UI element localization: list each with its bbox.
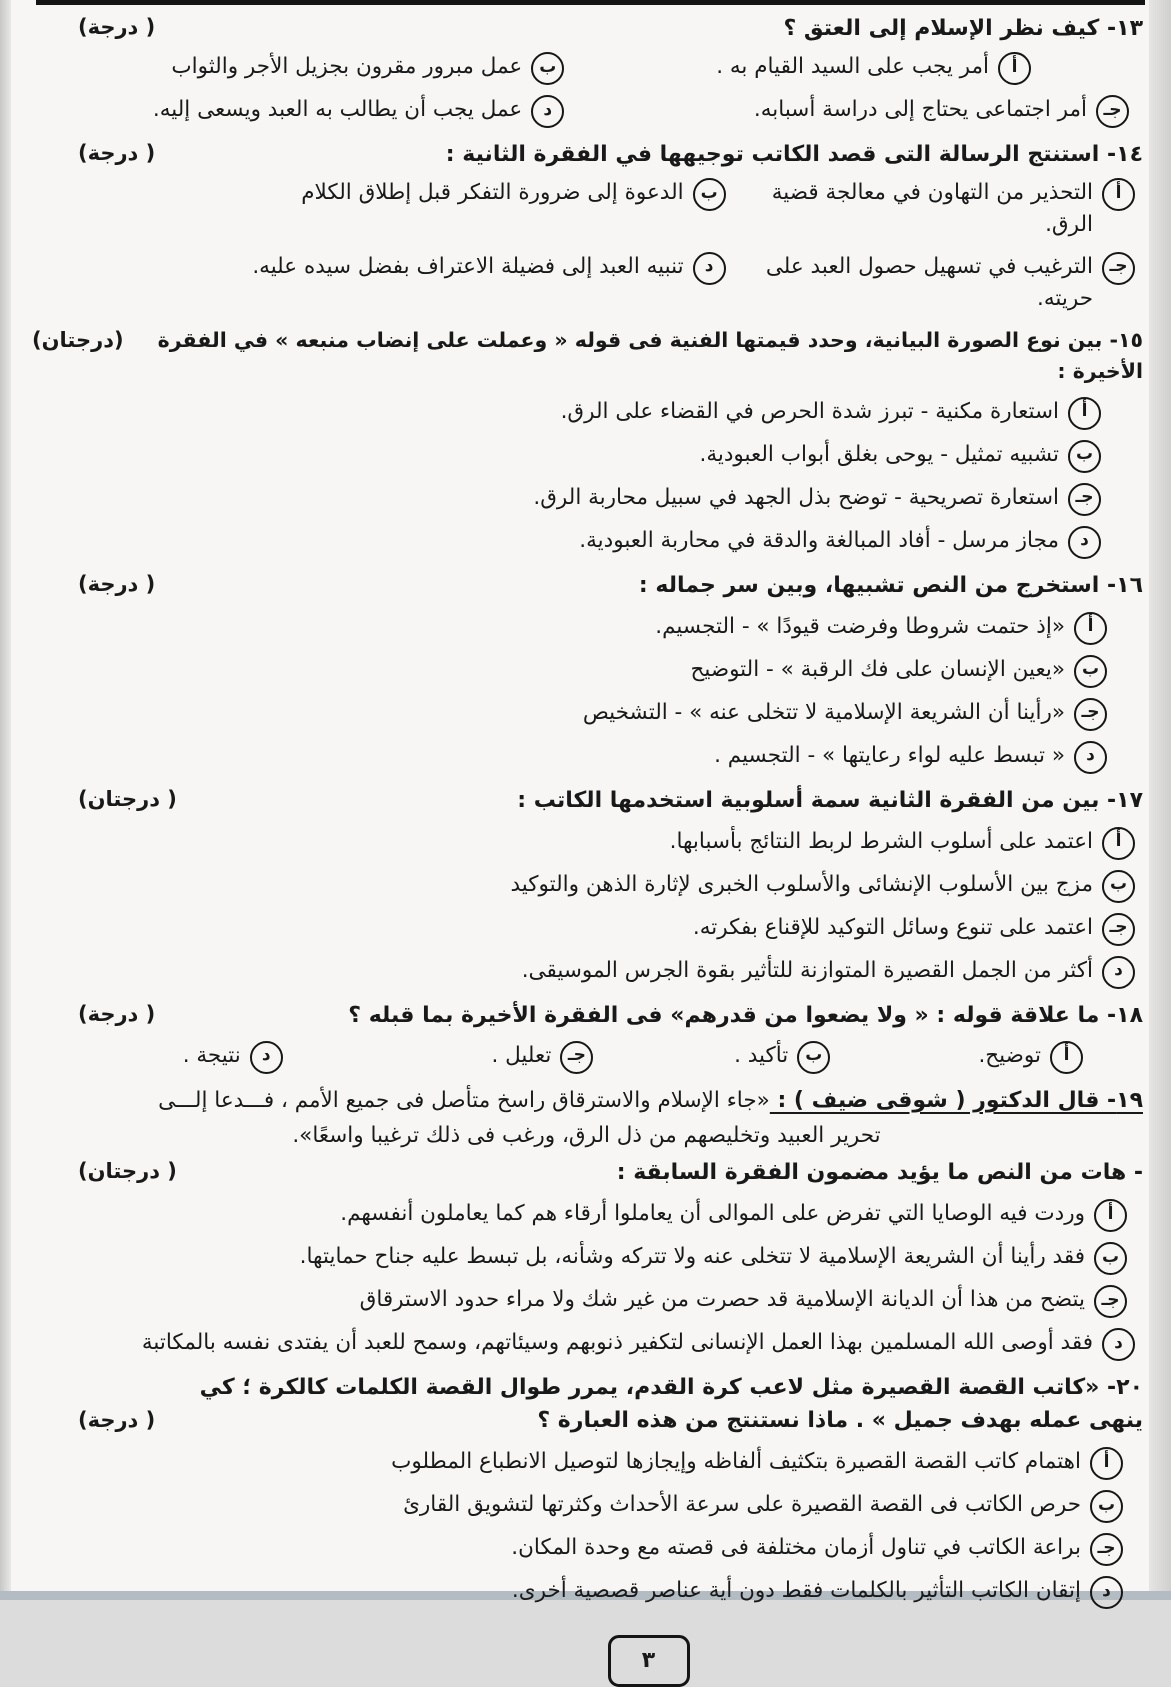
option-row [30,912,1143,946]
option-text: تنبيه العبد إلى فضيلة الاعتراف بفضل سيده عليه. [252,253,684,279]
question-15 [30,325,1143,559]
option-row [564,94,1143,128]
marks-label: ( درجة) [78,1001,156,1026]
page-number: ٣ [641,1648,656,1674]
question-title: - هات من النص ما يؤيد مضمون الفقرة السابقة : [616,1159,1143,1185]
question-heading [30,569,1143,602]
question-20 [30,1371,1143,1609]
question-heading [30,784,1143,817]
option-text: اعتمد على أسلوب الشرط لربط النتائج بأسبابها. [669,828,1093,854]
question-16 [30,569,1143,774]
option-letter-badge: ب [1068,440,1101,473]
option-letter-badge: جـ [1094,1285,1127,1318]
question-title: ١٨- ما علاقة قوله : « ولا يضعوا من قدرهم» فى الفقرة الأخيرة بما قبله ؟ [348,1002,1143,1028]
marks-label: ( درجة) [78,141,156,165]
options-grid [30,177,1143,315]
question-heading [30,999,1143,1032]
page-number-box [608,1635,690,1687]
option-letter-badge: د [1102,1328,1135,1361]
option-text: الدعوة إلى ضرورة التفكر قبل إطلاق الكلام [301,180,684,205]
option-text: « تبسط عليه لواء رعايتها » - التجسيم . [714,742,1065,768]
option-letter-badge: أ [998,52,1031,85]
option-text: أمر اجتماعى يحتاج إلى دراسة أسبابه. [753,97,1087,122]
option-text: مجاز مرسل - أفاد المبالغة والدقة في محاربة العبودية. [579,527,1059,553]
option-letter-badge: أ [1050,1041,1083,1074]
option-text: إتقان الكاتب التأثير بالكلمات فقط دون أية عناصر قصصية أخرى. [511,1577,1081,1603]
options-row-inline [30,1040,1143,1074]
option-row [30,251,726,316]
option-letter-badge: ب [693,178,726,211]
option-letter-badge: ب [797,1041,830,1074]
option-row [30,1241,1143,1275]
question-title: ٢٠- «كاتب القصة القصيرة مثل لاعب كرة القدم، يمرر طوال القصة الكلمات كالكرة ؛ كي ينهى عمله بهدف جميل » . ماذا نستنتج من هذه العبارة ؟ [199,1374,1143,1433]
option-row [30,1040,283,1074]
option-letter-badge: أ [1094,1199,1127,1232]
option-row [30,826,1143,860]
option-letter-badge: جـ [1102,252,1135,285]
option-letter-badge: ب [1102,870,1135,903]
option-row [30,51,564,85]
option-row [726,251,1143,316]
option-text: نتيجة . [182,1042,241,1068]
option-letter-badge: د [1090,1576,1123,1609]
quote-paragraph [30,1084,1143,1118]
option-text: أكثر من الجمل القصيرة المتوازنة للتأثير بقوة الجرس الموسيقى. [521,957,1093,983]
question-13 [30,12,1143,128]
option-letter-badge: جـ [1102,913,1135,946]
question-title: ١٦- استخرج من النص تشبيها، وبين سر جماله : [638,572,1143,598]
option-letter-badge: أ [1068,397,1101,430]
option-text: استعارة تصريحية - توضح بذل الجهد في سبيل محاربة الرق. [533,484,1059,510]
option-text: استعارة مكنية - تبرز شدة الحرص في القضاء على الرق. [560,398,1059,424]
option-text: عمل يجب أن يطالب به العبد ويسعى إليه. [152,97,523,122]
option-text: براعة الكاتب في تناول أزمان مختلفة فى قصته مع وحدة المكان. [511,1534,1081,1560]
option-letter-badge: جـ [1096,95,1129,128]
option-letter-badge: ب [1094,1242,1127,1275]
scan-edge-right [1149,0,1171,1600]
option-row [30,1489,1143,1523]
option-text: يتضح من هذا أن الديانة الإسلامية قد حصرت من غير شك ولا مراء حدود الاسترقاق [359,1286,1085,1312]
marks-label: ( درجة) [78,571,156,596]
option-row [30,396,1143,430]
option-text: اهتمام كاتب القصة القصيرة بتكثيف ألفاظه وإيجازها لتوصيل الانطباع المطلوب [391,1448,1081,1474]
option-text: حرص الكاتب فى القصة القصيرة على سرعة الأحداث وكثرتها لتشويق القارئ [403,1491,1081,1517]
option-letter-badge: ب [1074,655,1107,688]
question-title: ١٧- بين من الفقرة الثانية سمة أسلوبية استخدمها الكاتب : [517,787,1143,813]
option-letter-badge: أ [1102,827,1135,860]
option-text: وردت فيه الوصايا التي تفرض على الموالى أن يعاملوا أرقاء هم كما يعاملون أنفسهم. [340,1200,1085,1226]
option-row [30,611,1143,645]
option-letter-badge: د [693,252,726,285]
option-text: الترغيب في تسهيل حصول العبد على حريته. [765,253,1093,311]
question-heading [30,12,1143,45]
option-row [30,697,1143,731]
option-text: فقد رأينا أن الشريعة الإسلامية لا تتخلى عنه ولا تتركه وشأنه، بل تبسط عليه جناح حمايتها. [299,1243,1085,1269]
quote-text-line1: «جاء الإسلام والاسترقاق راسخ متأصل فى جميع الأمم ، فـــدعا إلـــى [158,1087,770,1113]
option-letter-badge: ب [1090,1490,1123,1523]
option-row [30,1532,1143,1566]
option-letter-badge: د [1102,956,1135,989]
marks-label: ( درجة) [78,15,156,39]
quote-text-line2: تحرير العبيد وتخليصهم من ذل الرق، ورغب فى ذلك ترغيبا واسعًا». [292,1122,881,1148]
option-row [30,654,1143,688]
option-text: تأكيد . [734,1042,789,1068]
option-row [30,1327,1143,1361]
option-letter-badge: د [531,95,564,128]
question-19 [30,1084,1143,1361]
quote-attribution: ١٩- قال الدكتور ( شوقى ضيف ) : [769,1087,1143,1113]
option-row [30,1198,1143,1232]
page-content [30,12,1143,1687]
option-row [30,482,1143,516]
option-row [593,1040,830,1074]
option-row [830,1040,1083,1074]
option-letter-badge: جـ [1068,483,1101,516]
option-text: «رأينا أن الشريعة الإسلامية لا تتخلى عنه » - التشخيص [582,699,1065,725]
option-row [30,740,1143,774]
option-row [30,525,1143,559]
question-17 [30,784,1143,989]
option-text: تعليل . [491,1042,552,1068]
option-row [30,1284,1143,1318]
question-title: ١٤- استنتج الرسالة التى قصد الكاتب توجيهها في الفقرة الثانية : [445,142,1143,167]
question-heading [30,325,1143,387]
option-row [564,51,1143,85]
question-heading [30,1371,1143,1437]
question-14 [30,138,1143,315]
option-text: مزج بين الأسلوب الإنشائى والأسلوب الخبرى لإثارة الذهن والتوكيد [510,871,1093,897]
option-row [30,1575,1143,1609]
option-text: التحذير من التهاون في معالجة قضية الرق. [771,180,1093,238]
option-row [30,94,564,128]
option-row [283,1040,594,1074]
option-text: أمر يجب على السيد القيام به . [716,54,989,79]
option-row [30,1446,1143,1480]
option-letter-badge: جـ [1090,1533,1123,1566]
option-text: «إذ حتمت شروطا وفرضت قيودًا » - التجسيم. [655,613,1065,639]
option-text: توضيح. [978,1042,1041,1068]
question-title: ١٥- بين نوع الصورة البيانية، وحدد قيمتها الفنية فى قوله « وعملت على إنضاب منبعه » في الفقرة الأخيرة : [157,328,1143,383]
option-letter-badge: د [250,1041,283,1074]
question-heading [30,1156,1143,1189]
option-letter-badge: ب [531,52,564,85]
top-border-rule [36,0,1145,5]
option-letter-badge: جـ [560,1041,593,1074]
option-row [726,177,1143,242]
option-text: عمل مبرور مقرون بجزيل الأجر والثواب [171,54,523,79]
option-text: فقد أوصى الله المسلمين بهذا العمل الإنسانى لتكفير ذنوبهم وسيئاتهم، وسمح للعبد أن يفتدى نفسه بالمكاتبة [141,1329,1093,1355]
option-letter-badge: د [1068,526,1101,559]
question-heading [30,138,1143,171]
option-row [30,955,1143,989]
marks-label: ( درجة) [78,1408,156,1433]
option-row [30,439,1143,473]
option-letter-badge: أ [1102,178,1135,211]
marks-label: (درجتان) [32,328,124,352]
options-grid [30,51,1143,128]
option-letter-badge: د [1074,741,1107,774]
option-row [30,869,1143,903]
option-text: اعتمد على تنوع وسائل التوكيد للإقناع بفكرته. [692,914,1093,940]
option-letter-badge: جـ [1074,698,1107,731]
scan-edge-left [0,0,11,1600]
option-text: «يعين الإنسان على فك الرقبة » - التوضيح [690,656,1065,682]
marks-label: ( درجتان) [78,786,177,811]
option-letter-badge: أ [1090,1447,1123,1480]
option-row [30,177,726,242]
question-title: ١٣- كيف نظر الإسلام إلى العتق ؟ [783,16,1143,41]
question-18 [30,999,1143,1074]
marks-label: ( درجتان) [78,1158,177,1183]
option-letter-badge: أ [1074,612,1107,645]
option-text: تشبيه تمثيل - يوحى بغلق أبواب العبودية. [699,441,1059,467]
